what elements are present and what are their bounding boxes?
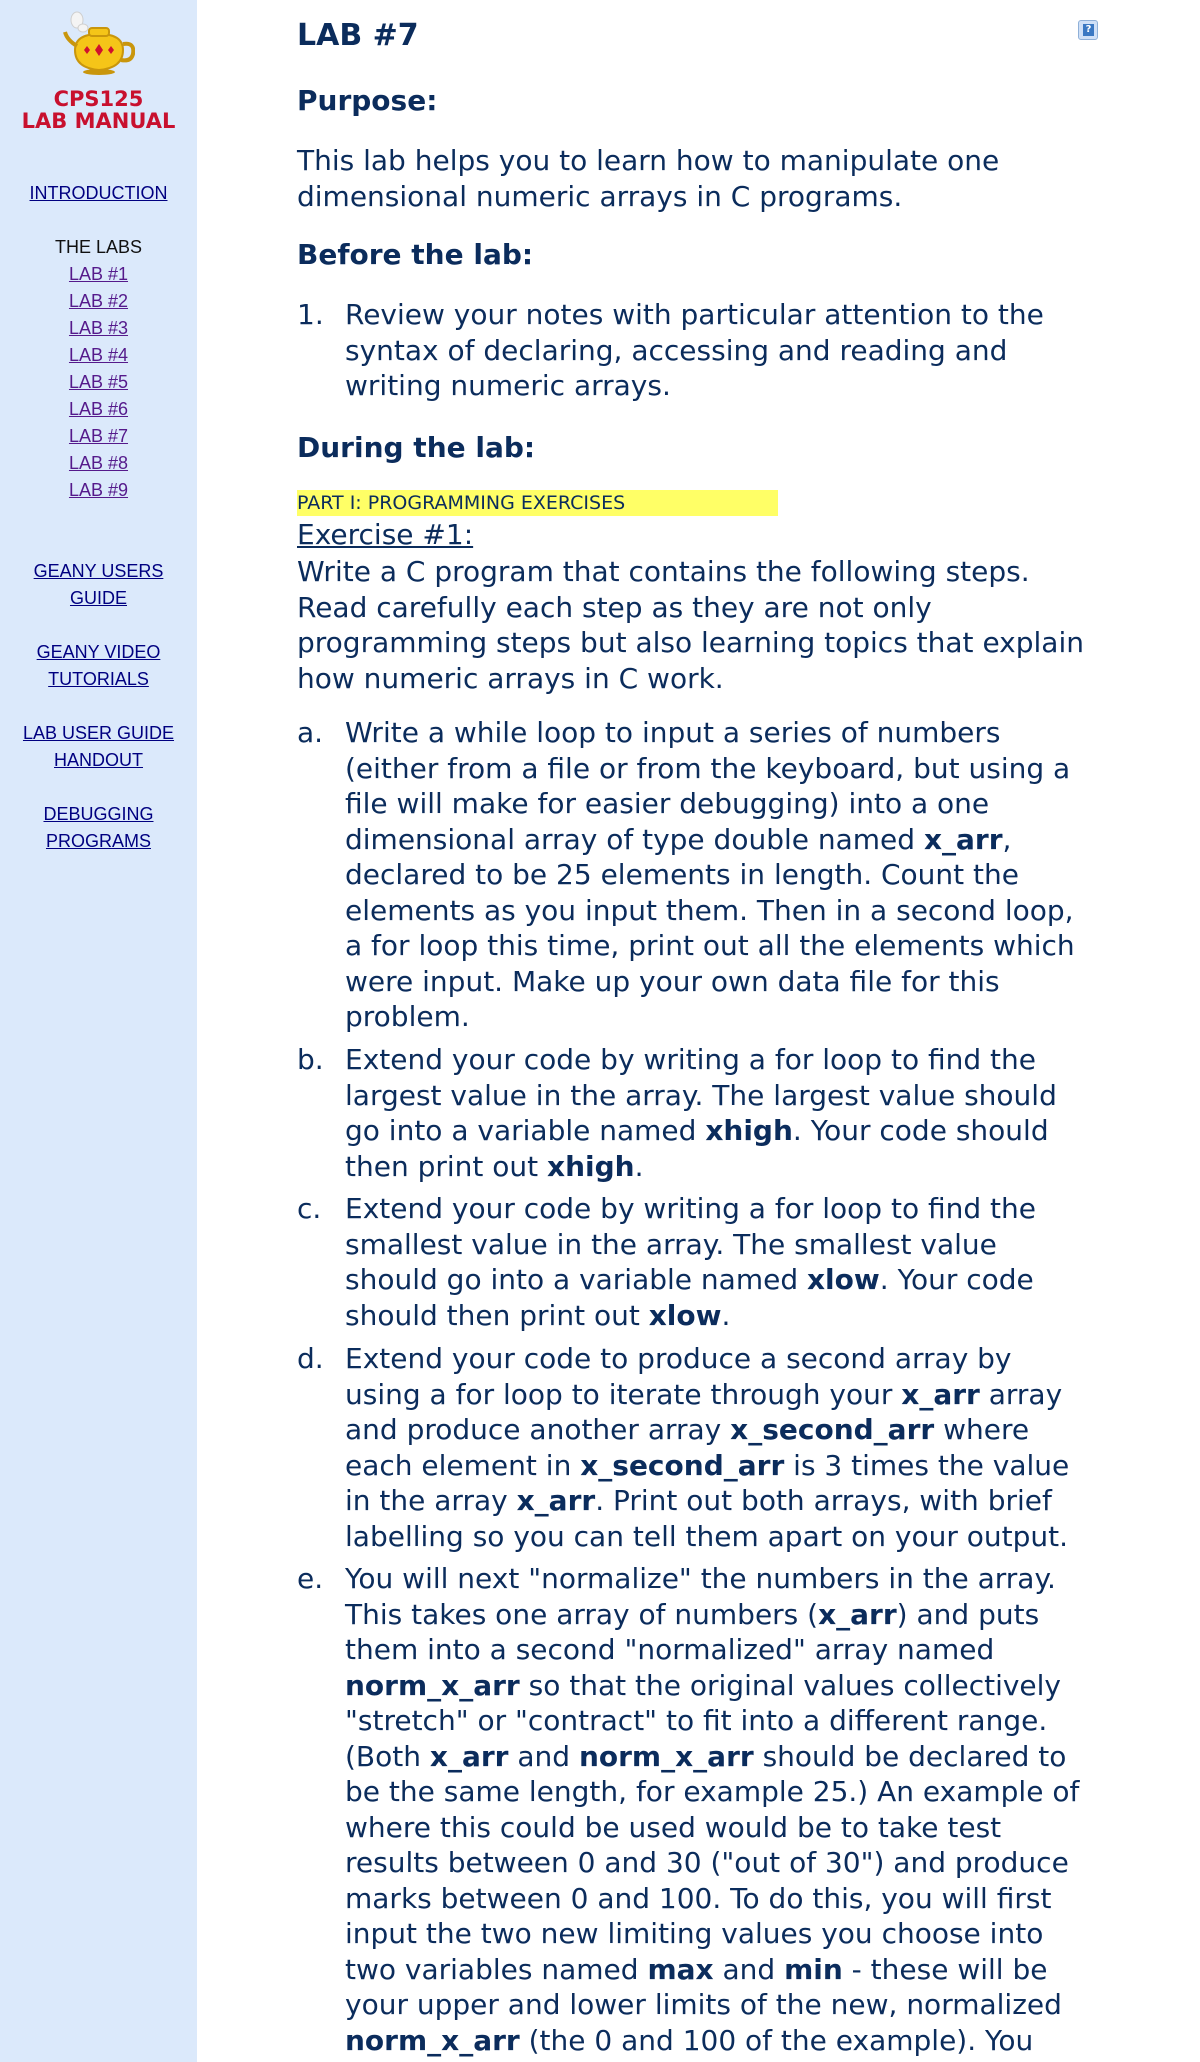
exercise-intro <box>297 554 1107 696</box>
item-line: writing numeric arrays. <box>345 369 671 402</box>
text: where <box>934 1413 1030 1446</box>
item-line: be the same length, for example 25.) An example of <box>345 1775 1080 1808</box>
nav-link-lab-1[interactable]: LAB #1 <box>68 264 129 284</box>
intro-line: Write a C program that contains the following steps. <box>297 555 1030 588</box>
text: . <box>634 1149 644 1183</box>
item-line <box>345 1298 1115 1334</box>
item-line: labelling so you can tell them apart on your output. <box>345 1519 1069 1553</box>
item-line: Review your notes with particular attention to the <box>345 298 1044 331</box>
text: should then print out <box>345 1298 649 1332</box>
item-line <box>345 1483 1115 1519</box>
code-identifier: x_arr <box>923 822 1003 856</box>
item-line <box>345 1668 1115 1704</box>
purpose-heading: Purpose: <box>297 84 438 117</box>
item-line <box>345 1377 1115 1413</box>
text: . Print out both arrays, with brief <box>595 1484 1052 1517</box>
text: (Both <box>345 1739 430 1773</box>
item-line <box>345 1412 1115 1448</box>
item-line <box>345 1597 1115 1633</box>
item-line: (either from a file or from the keyboard, but using a <box>345 751 1071 785</box>
nav-link-lab-4[interactable]: LAB #4 <box>68 345 129 365</box>
before-lab-heading: Before the lab: <box>297 238 534 271</box>
item-line: problem. <box>345 1000 470 1033</box>
item-line: smallest value in the array. The smallest value <box>345 1227 997 1261</box>
text: This takes one array of numbers ( <box>345 1597 819 1631</box>
item-line <box>345 1262 1115 1298</box>
code-identifier: xlow <box>807 1263 880 1296</box>
help-glyph: ? <box>1083 24 1094 36</box>
purpose-line: dimensional numeric arrays in C programs. <box>297 179 903 213</box>
text: then print out <box>345 1149 548 1183</box>
text: each element in <box>345 1448 581 1482</box>
item-line: file will make for easier debugging) into a one <box>345 787 990 820</box>
item-line <box>345 1149 1115 1185</box>
text: . <box>721 1298 731 1332</box>
list-marker: c. <box>297 1192 322 1225</box>
text: using a for loop to iterate through your <box>345 1377 902 1411</box>
list-marker: a. <box>297 716 324 749</box>
page-title: LAB #7 <box>297 18 419 53</box>
list-marker: d. <box>297 1342 324 1375</box>
nav-heading-the-labs: THE LABS <box>54 237 143 257</box>
item-line: largest value in the array. The largest value should <box>345 1078 1057 1112</box>
item-line: your upper and lower limits of the new, normalized <box>345 1988 1062 2021</box>
text: . Your code <box>879 1263 1034 1296</box>
main-content <box>297 0 1107 2062</box>
item-line: input the two new limiting values you choose into <box>345 1917 1044 1950</box>
item-line: declared to be 25 elements in length. Count the <box>345 858 1019 891</box>
text: should go into a variable named <box>345 1263 807 1296</box>
nav-link-introduction[interactable]: INTRODUCTION <box>29 183 168 203</box>
nav-link-lab-8[interactable]: LAB #8 <box>68 453 129 473</box>
item-line: Extend your code to produce a second array by <box>345 1342 1012 1375</box>
nav-link-debugging-programs-line1[interactable]: DEBUGGING <box>43 804 154 824</box>
item-line: You will next "normalize" the numbers in the array. <box>345 1562 1056 1595</box>
nav-link-lab-user-guide-line1[interactable]: LAB USER GUIDE <box>22 723 175 743</box>
item-line: marks between 0 and 100. To do this, you will first <box>345 1881 1052 1915</box>
list-marker: e. <box>297 1562 324 1595</box>
text: should be declared to <box>753 1739 1067 1773</box>
text: so that the original values collectively <box>519 1668 1062 1702</box>
nav-link-geany-video-tutorials-line2[interactable]: TUTORIALS <box>48 669 149 689</box>
item-line <box>345 822 1115 858</box>
code-identifier: xhigh <box>547 1149 635 1183</box>
code-identifier: x_arr <box>516 1484 596 1517</box>
text: . Your code should <box>792 1114 1049 1147</box>
text: and <box>508 1739 579 1773</box>
item-line: results between 0 and 30 ("out of 30") and produce <box>345 1846 1069 1879</box>
nav-link-geany-users-guide-line2[interactable]: GUIDE <box>69 588 127 608</box>
exercise-title: Exercise #1: <box>297 518 474 551</box>
nav-link-lab-7[interactable]: LAB #7 <box>68 426 129 446</box>
item-line: Write a while loop to input a series of numbers <box>345 716 1001 749</box>
nav-link-lab-5[interactable]: LAB #5 <box>68 372 129 392</box>
sidebar <box>0 0 197 2062</box>
item-line <box>345 1448 1115 1484</box>
text: dimensional array of type double named <box>345 822 924 856</box>
intro-line: how numeric arrays in C work. <box>297 661 724 695</box>
part-label-highlight: PART I: PROGRAMMING EXERCISES <box>297 490 778 516</box>
purpose-line: This lab helps you to learn how to manipulate one <box>297 144 1000 177</box>
nav-link-geany-video-tutorials-line1[interactable]: GEANY VIDEO <box>36 642 161 662</box>
during-lab-heading: During the lab: <box>297 431 536 464</box>
nav-link-debugging-programs-line2[interactable]: PROGRAMS <box>45 831 151 851</box>
brand-title-line2: LAB MANUAL <box>21 109 176 133</box>
text: , <box>1002 822 1012 856</box>
item-line: Extend your code by writing a for loop to find the <box>345 1192 1036 1225</box>
code-identifier: x_arr <box>818 1597 897 1631</box>
code-identifier: max <box>647 1952 714 1986</box>
nav-link-lab-user-guide-line2[interactable]: HANDOUT <box>54 750 143 770</box>
item-line <box>345 1739 1115 1775</box>
item-line <box>345 1113 1115 1149</box>
code-identifier: x_second_arr <box>730 1413 935 1446</box>
code-identifier: x_arr <box>429 1739 509 1773</box>
text: and <box>713 1952 785 1986</box>
text: in the array <box>345 1484 517 1517</box>
text: - these will be <box>842 1952 1048 1986</box>
code-identifier: min <box>784 1952 843 1986</box>
code-identifier: xlow <box>648 1298 722 1332</box>
text: (the 0 and 100 of the example). You <box>519 2023 1034 2057</box>
text: ) and puts <box>896 1597 1040 1631</box>
text: is 3 times the value <box>784 1448 1070 1482</box>
nav-link-lab-3[interactable]: LAB #3 <box>68 318 129 338</box>
item-line: syntax of declaring, accessing and reading and <box>345 333 1008 367</box>
text: go into a variable named <box>345 1114 706 1147</box>
nav-link-geany-users-guide-line1[interactable]: GEANY USERS <box>33 561 164 581</box>
code-identifier: norm_x_arr <box>345 1668 520 1702</box>
item-line <box>345 2023 1115 2059</box>
item-line: a for loop this time, print out all the elements which <box>345 929 1075 962</box>
item-line <box>345 1952 1115 1988</box>
code-identifier: xhigh <box>705 1114 793 1147</box>
list-marker: b. <box>297 1043 324 1076</box>
text: array <box>979 1377 1063 1411</box>
item-line: them into a second "normalized" array named <box>345 1633 995 1666</box>
nav-link-lab-6[interactable]: LAB #6 <box>68 399 129 419</box>
nav-link-lab-9[interactable]: LAB #9 <box>68 480 129 500</box>
genie-lamp-logo-icon <box>63 10 135 76</box>
item-line: where this could be used would be to take test <box>345 1810 1002 1844</box>
intro-line: programming steps but also learning topics that explain <box>297 626 1084 659</box>
item-line: "stretch" or "contract" to fit into a different range. <box>345 1704 1048 1737</box>
purpose-text <box>297 143 1107 214</box>
code-identifier: norm_x_arr <box>345 2023 520 2057</box>
code-identifier: x_second_arr <box>580 1448 785 1482</box>
list-marker: 1. <box>297 298 324 331</box>
text: two variables named <box>345 1952 648 1986</box>
item-line: elements as you input them. Then in a second loop, <box>345 893 1074 927</box>
item-line: Extend your code by writing a for loop to find the <box>345 1043 1036 1076</box>
intro-line: Read carefully each step as they are not only <box>297 590 932 624</box>
brand-title-line1: CPS125 <box>53 87 144 111</box>
text: and produce another array <box>345 1413 731 1446</box>
nav-link-lab-2[interactable]: LAB #2 <box>68 291 129 311</box>
code-identifier: norm_x_arr <box>578 1739 754 1773</box>
item-line: were input. Make up your own data file for this <box>345 964 1000 998</box>
code-identifier: x_arr <box>901 1377 980 1411</box>
